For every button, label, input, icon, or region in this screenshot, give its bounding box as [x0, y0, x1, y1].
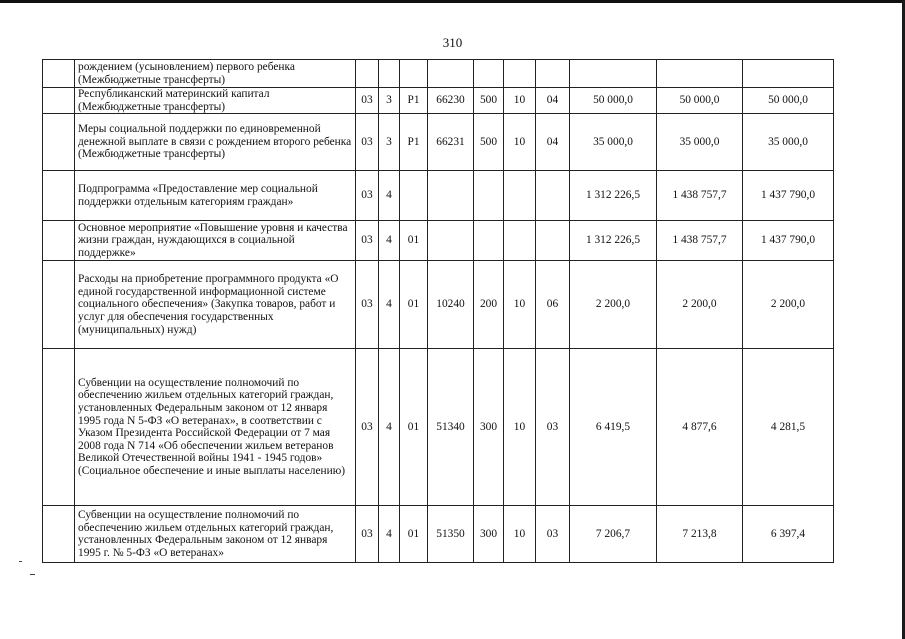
subsection-cell [536, 171, 570, 221]
blank-cell [43, 88, 75, 114]
amount-year1-cell [570, 60, 657, 88]
program-cell: 01 [400, 221, 428, 261]
amount-year2-cell: 1 438 757,7 [657, 221, 743, 261]
subsection-cell: 03 [536, 506, 570, 563]
description-cell: Подпрограмма «Предоставление мер социальной поддержки отдельным категориям граждан» [75, 171, 356, 221]
subsection-cell [536, 221, 570, 261]
amount-year3-cell: 50 000,0 [743, 88, 834, 114]
program-cell: 01 [400, 506, 428, 563]
section-cell [504, 171, 536, 221]
scan-speck [30, 574, 35, 575]
pr-cell: 4 [379, 506, 400, 563]
description-cell: Меры социальной поддержки по единовременной денежной выплате в связи с рождением второго ребенка (Межбюджетные трансферты) [75, 114, 356, 171]
direction-cell: 66230 [428, 88, 474, 114]
expense-type-cell: 300 [474, 506, 504, 563]
amount-year3-cell: 1 437 790,0 [743, 171, 834, 221]
pr-cell: 4 [379, 171, 400, 221]
pr-cell: 3 [379, 88, 400, 114]
table-row [43, 171, 834, 221]
amount-year3-cell: 4 281,5 [743, 349, 834, 506]
amount-year1-cell: 1 312 226,5 [570, 221, 657, 261]
program-cell: Р1 [400, 114, 428, 171]
description-cell: Субвенции на осуществление полномочий по обеспечению жильем отдельных категорий граждан, установленных Федеральным законом от 12 января 1995 года N 5-ФЗ «О ветеранах», в соответствии с Указом Президента Российской Федерации от 7 мая 2008 года N 714 «Об обеспечении жильем ветеранов Великой Отечественной войны 1941 - 1945 годов» (Социальное обеспечение и иные выплаты населению) [75, 349, 356, 506]
description-cell: Республиканский материнский капитал (Межбюджетные трансферты) [75, 88, 356, 114]
direction-cell: 51350 [428, 506, 474, 563]
amount-year3-cell: 35 000,0 [743, 114, 834, 171]
rz-cell: 03 [356, 171, 379, 221]
description-cell: Расходы на приобретение программного продукта «О единой государственной информационной системе социального обеспечения» (Закупка товаров, работ и услуг для обеспечения государственных (муниципальных) нужд) [75, 261, 356, 349]
table-row [43, 261, 834, 349]
direction-cell [428, 60, 474, 88]
pr-cell: 4 [379, 261, 400, 349]
section-cell: 10 [504, 261, 536, 349]
scan-speck [19, 561, 22, 562]
rz-cell [356, 60, 379, 88]
page-number: 310 [442, 35, 463, 50]
expense-type-cell: 300 [474, 349, 504, 506]
amount-year1-cell: 1 312 226,5 [570, 171, 657, 221]
expense-type-cell [474, 171, 504, 221]
direction-cell [428, 171, 474, 221]
blank-cell [43, 349, 75, 506]
section-cell: 10 [504, 349, 536, 506]
rz-cell: 03 [356, 114, 379, 171]
subsection-cell: 06 [536, 261, 570, 349]
pr-cell: 3 [379, 114, 400, 171]
blank-cell [43, 114, 75, 171]
description-cell: рождением (усыновлением) первого ребенка (Межбюджетные трансферты) [75, 60, 356, 88]
program-cell [400, 171, 428, 221]
pr-cell [379, 60, 400, 88]
section-cell [504, 60, 536, 88]
expense-type-cell: 500 [474, 114, 504, 171]
pr-cell: 4 [379, 349, 400, 506]
table-row [43, 114, 834, 171]
rz-cell: 03 [356, 88, 379, 114]
amount-year2-cell: 2 200,0 [657, 261, 743, 349]
program-cell: 01 [400, 349, 428, 506]
blank-cell [43, 171, 75, 221]
direction-cell: 66231 [428, 114, 474, 171]
amount-year3-cell: 1 437 790,0 [743, 221, 834, 261]
subsection-cell: 04 [536, 114, 570, 171]
amount-year1-cell: 7 206,7 [570, 506, 657, 563]
pr-cell: 4 [379, 221, 400, 261]
amount-year2-cell: 35 000,0 [657, 114, 743, 171]
blank-cell [43, 506, 75, 563]
direction-cell: 51340 [428, 349, 474, 506]
expense-type-cell: 200 [474, 261, 504, 349]
amount-year1-cell: 6 419,5 [570, 349, 657, 506]
section-cell [504, 221, 536, 261]
section-cell: 10 [504, 88, 536, 114]
description-cell: Основное мероприятие «Повышение уровня и качества жизни граждан, нуждающихся в социальной поддержке» [75, 221, 356, 261]
amount-year2-cell: 4 877,6 [657, 349, 743, 506]
subsection-cell: 04 [536, 88, 570, 114]
budget-table [42, 59, 834, 563]
amount-year3-cell: 2 200,0 [743, 261, 834, 349]
amount-year3-cell [743, 60, 834, 88]
table-row [43, 60, 834, 88]
amount-year1-cell: 2 200,0 [570, 261, 657, 349]
expense-type-cell: 500 [474, 88, 504, 114]
rz-cell: 03 [356, 221, 379, 261]
section-cell: 10 [504, 506, 536, 563]
description-cell: Субвенции на осуществление полномочий по обеспечению жильем отдельных категорий граждан, установленных Федеральным законом от 12 января 1995 г. № 5-ФЗ «О ветеранах» [75, 506, 356, 563]
program-cell: Р1 [400, 88, 428, 114]
program-cell [400, 60, 428, 88]
amount-year1-cell: 50 000,0 [570, 88, 657, 114]
expense-type-cell [474, 221, 504, 261]
scan-edge-top [0, 0, 905, 3]
table-row [43, 349, 834, 506]
direction-cell [428, 221, 474, 261]
direction-cell: 10240 [428, 261, 474, 349]
blank-cell [43, 261, 75, 349]
rz-cell: 03 [356, 261, 379, 349]
amount-year3-cell: 6 397,4 [743, 506, 834, 563]
amount-year2-cell: 1 438 757,7 [657, 171, 743, 221]
blank-cell [43, 60, 75, 88]
expense-type-cell [474, 60, 504, 88]
amount-year2-cell [657, 60, 743, 88]
rz-cell: 03 [356, 506, 379, 563]
blank-cell [43, 221, 75, 261]
rz-cell: 03 [356, 349, 379, 506]
table-row [43, 221, 834, 261]
section-cell: 10 [504, 114, 536, 171]
amount-year2-cell: 50 000,0 [657, 88, 743, 114]
table-row [43, 506, 834, 563]
subsection-cell [536, 60, 570, 88]
subsection-cell: 03 [536, 349, 570, 506]
table-row [43, 88, 834, 114]
amount-year2-cell: 7 213,8 [657, 506, 743, 563]
amount-year1-cell: 35 000,0 [570, 114, 657, 171]
program-cell: 01 [400, 261, 428, 349]
